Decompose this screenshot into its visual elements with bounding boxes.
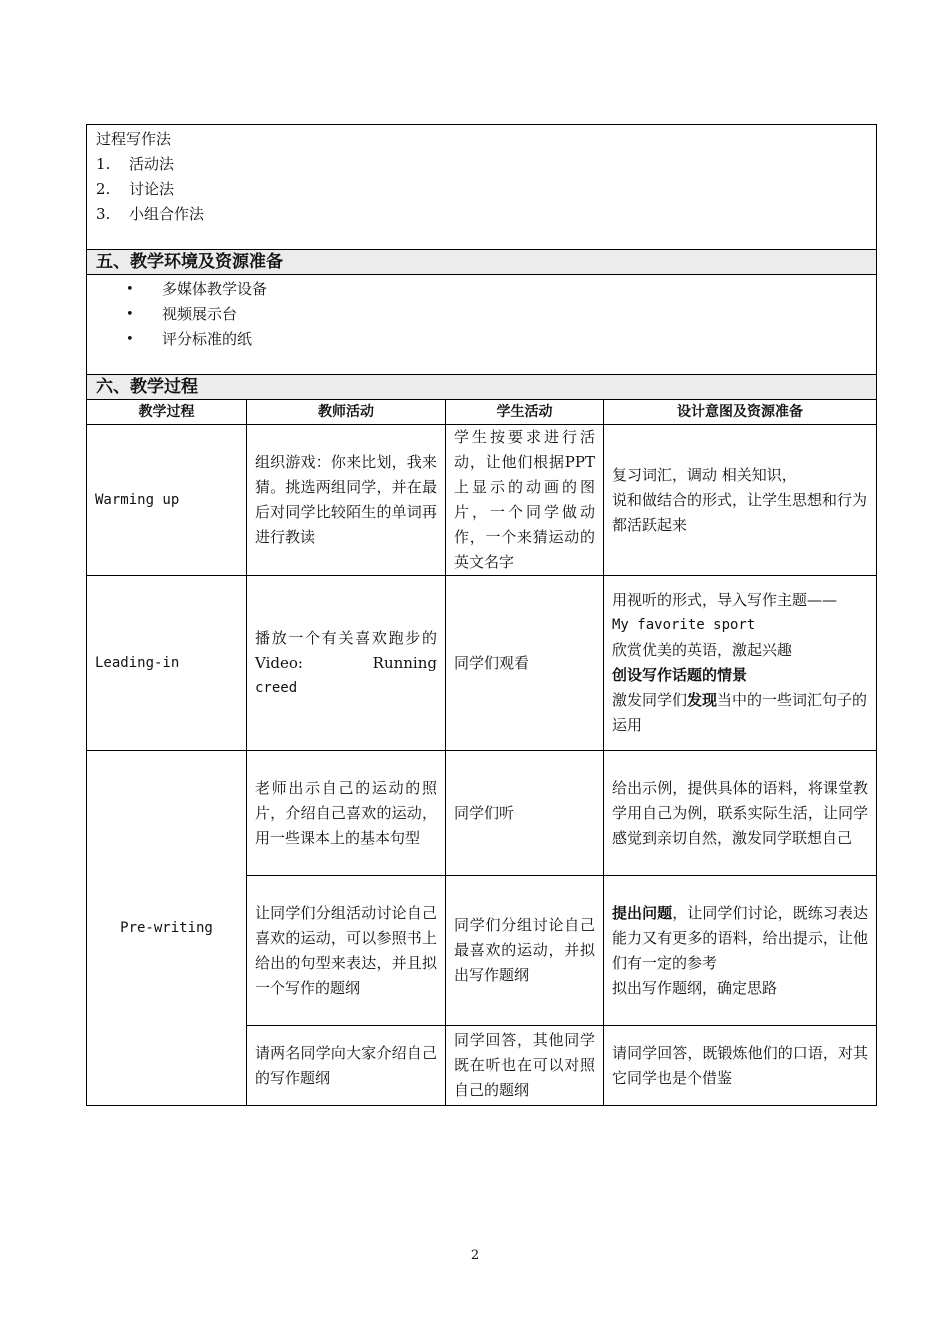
teacher-activity-cell: 让同学们分组活动讨论自己喜欢的运动，可以参照书上给出的句型来表达，并且拟一个写作的题纲	[247, 876, 446, 1026]
resources-cell	[87, 275, 877, 375]
method-item	[96, 152, 868, 177]
method-lead: 过程写作法	[96, 130, 172, 148]
resource-item-text: 多媒体教学设备	[162, 280, 268, 298]
lesson-plan-table	[86, 124, 877, 1106]
design-intent-cell	[604, 425, 877, 576]
process-title-row	[87, 375, 877, 400]
student-activity-cell: 同学回答，其他同学既在听也在可以对照自己的题纲	[446, 1026, 604, 1106]
method-item-text: 讨论法	[129, 180, 175, 198]
method-item-number: 1.	[96, 155, 111, 173]
method-item	[96, 177, 868, 202]
teacher-activity-cell: 请两名同学向大家介绍自己的写作题纲	[247, 1026, 446, 1106]
student-activity-cell: 同学们听	[446, 751, 604, 876]
design-line: My favorite sport	[612, 617, 756, 633]
page-number: 2	[470, 1248, 480, 1263]
bullet-icon: •	[126, 307, 134, 322]
resources-section-title: 五、教学环境及资源准备	[87, 250, 877, 275]
design-emphasis: 提出问题	[612, 903, 673, 922]
column-header-row	[87, 400, 877, 425]
design-line: 创设写作话题的情景	[612, 666, 748, 684]
design-text: ，让同学们讨论，既练习表达能力又有更多的语料，给出提示，让他们有一定的参考	[612, 903, 869, 972]
method-item-number: 2.	[96, 180, 111, 198]
column-header-teacher: 教师活动	[247, 400, 446, 425]
teacher-line: 播放一个有关喜欢跑步的 Video: Running	[255, 628, 437, 672]
design-emphasis: 发现	[687, 691, 718, 709]
table-row-pre-writing	[87, 751, 877, 876]
design-intent-cell: 请同学回答，既锻炼他们的口语，对其它同学也是个借鉴	[604, 1026, 877, 1106]
student-activity-cell: 学生按要求进行活动，让他们根据PPT上显示的动画的图片，一个同学做动作，一个来猜运动的英文名字	[446, 425, 604, 576]
bullet-icon: •	[126, 332, 134, 347]
method-item	[96, 202, 868, 227]
teacher-activity-cell: 组织游戏：你来比划，我来猜。挑选两组同学，并在最后对同学比较陌生的单词再进行教读	[247, 425, 446, 576]
table-row-leading-in	[87, 576, 877, 751]
resource-item	[126, 302, 868, 327]
column-header-student: 学生活动	[446, 400, 604, 425]
phase-cell: Warming up	[87, 425, 247, 576]
design-line: 用视听的形式，导入写作主题——	[612, 591, 838, 609]
method-item-text: 小组合作法	[129, 205, 205, 223]
design-text: 激发同学们	[612, 691, 688, 709]
teacher-activity-cell	[247, 576, 446, 751]
resource-item-text: 评分标准的纸	[162, 330, 253, 348]
phase-cell: Pre-writing	[87, 751, 247, 1106]
resources-row	[87, 275, 877, 375]
method-item-number: 3.	[96, 205, 111, 223]
design-text: 当中的一些词汇句子的运用	[612, 691, 868, 734]
teacher-activity-cell: 老师出示自己的运动的照片，介绍自己喜欢的运动，用一些课本上的基本句型	[247, 751, 446, 876]
resources-title-row	[87, 250, 877, 275]
resources-list	[96, 277, 868, 352]
design-line: 复习词汇，调动 相关知识，	[612, 465, 797, 484]
column-header-design: 设计意图及资源准备	[604, 400, 877, 425]
teaching-methods-row	[87, 125, 877, 250]
design-line: 欣赏优美的英语，激起兴趣	[612, 641, 793, 659]
phase-cell: Leading-in	[87, 576, 247, 751]
design-line	[612, 688, 868, 738]
resource-item	[126, 277, 868, 302]
method-list	[96, 152, 868, 227]
method-item-text: 活动法	[129, 155, 175, 173]
resource-item-text: 视频展示台	[162, 305, 238, 323]
column-header-phase: 教学过程	[87, 400, 247, 425]
teaching-methods-cell	[87, 125, 877, 250]
design-intent-cell	[604, 576, 877, 751]
student-activity-cell: 同学们观看	[446, 576, 604, 751]
table-row-warming-up	[87, 425, 877, 576]
resource-item	[126, 327, 868, 352]
student-activity-cell: 同学们分组讨论自己最喜欢的运动，并拟出写作题纲	[446, 876, 604, 1026]
design-line	[612, 901, 868, 976]
design-intent-cell	[604, 876, 877, 1026]
design-intent-cell: 给出示例，提供具体的语料，将课堂教学用自己为例，联系实际生活，让同学感觉到亲切自然，激发同学联想自己	[604, 751, 877, 876]
teacher-line: creed	[255, 679, 298, 696]
design-line: 说和做结合的形式，让学生思想和行为都活跃起来	[612, 490, 868, 534]
design-line: 拟出写作题纲，确定思路	[612, 978, 778, 997]
bullet-icon: •	[126, 282, 134, 297]
process-section-title: 六、教学过程	[87, 375, 877, 400]
